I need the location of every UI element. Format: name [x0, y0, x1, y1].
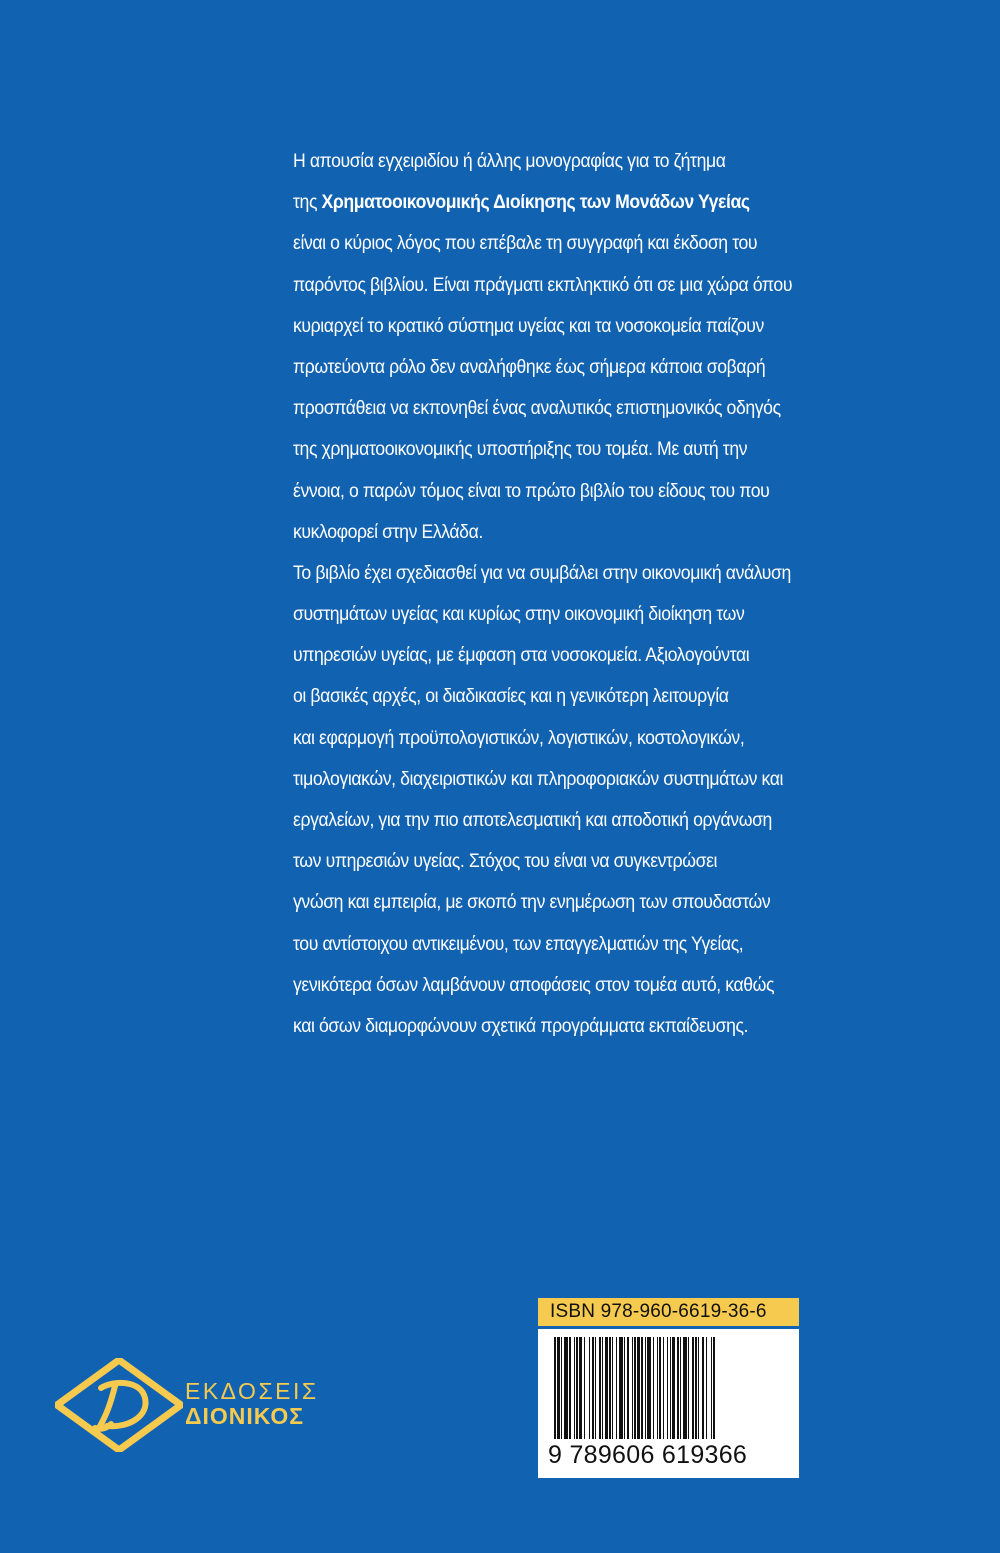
barcode-bar — [574, 1337, 575, 1439]
barcode-bar — [569, 1337, 571, 1439]
barcode-bar — [672, 1337, 675, 1439]
blurb-line — [293, 800, 797, 841]
barcode-bar — [698, 1337, 699, 1439]
blurb-bold-phrase: Χρηματοοικονομικής Διοίκησης των Μονάδων Υγείας — [321, 191, 750, 214]
barcode-bar — [657, 1337, 658, 1439]
barcode-bar — [576, 1337, 578, 1439]
barcode-bar — [634, 1337, 636, 1439]
blurb-line — [293, 306, 797, 347]
publisher-logo — [55, 1358, 319, 1458]
blurb-line — [293, 594, 797, 635]
barcode-bar — [599, 1337, 601, 1439]
barcode-bar — [616, 1337, 617, 1439]
barcode-bar — [688, 1337, 689, 1439]
barcode-bar — [557, 1337, 560, 1439]
barcode-bar — [695, 1337, 697, 1439]
blurb-line — [293, 182, 797, 223]
blurb-text — [293, 141, 797, 1047]
barcode-bar — [619, 1337, 623, 1439]
barcode-bar — [637, 1337, 640, 1439]
blurb-text-segment: υπηρεσιών υγείας, με έμφαση στα νοσοκομεία. Αξιολογούνται — [293, 644, 750, 667]
blurb-text-segment: Η απουσία εγχειριδίου ή άλλης μονογραφίας για το ζήτημα — [293, 150, 726, 172]
publisher-label-line1: ΕΚΔΟΣΕΙΣ — [185, 1378, 319, 1404]
blurb-line — [293, 841, 797, 882]
blurb-text-segment: γενικότερα όσων λαμβάνουν αποφάσεις στον τομέα αυτό, καθώς — [293, 973, 775, 996]
blurb-text-segment: παρόντος βιβλίου. Είναι πράγματι εκπληκτικό ότι σε μια χώρα όπου — [293, 273, 793, 296]
blurb-text-segment: έννοια, ο παρών τόμος είναι το πρώτο βιβλίο του είδους του που — [293, 479, 770, 502]
barcode-bar — [659, 1337, 661, 1439]
blurb-text-segment: είναι ο κύριος λόγος που επέβαλε τη συγγραφή και έκδοση του — [293, 232, 758, 255]
blurb-text-segment: κυκλοφορεί στην Ελλάδα. — [293, 520, 483, 543]
blurb-text-segment: και εφαρμογή προϋπολογιστικών, λογιστικών, κοστολογικών, — [293, 726, 745, 749]
blurb-line — [293, 635, 797, 676]
barcode-bar — [579, 1337, 582, 1439]
blurb-text-segment: συστημάτων υγείας και κυρίως στην οικονομική διοίκηση των — [293, 603, 745, 626]
blurb-line — [293, 512, 797, 553]
blurb-line — [293, 553, 797, 594]
blurb-text-segment: εργαλείων, για την πιο αποτελεσματική και αποδοτική οργάνωση — [293, 809, 772, 831]
blurb-line — [293, 1006, 797, 1047]
barcode-bar — [602, 1337, 603, 1439]
blurb-line — [293, 429, 797, 470]
blurb-text-segment: κυριαρχεί το κρατικό σύστημα υγείας και τα νοσοκομεία παίζουν — [293, 314, 764, 337]
barcode-bar — [609, 1337, 611, 1439]
blurb-text-segment: τιμολογιακών, διαχειριστικών και πληροφοριακών συστημάτων και — [293, 767, 784, 790]
barcode-bar — [592, 1337, 594, 1439]
barcode-bar — [702, 1337, 704, 1439]
blurb-text-segment: της χρηματοοικονομικής υποστήριξης του τομέα. Με αυτή την — [293, 438, 748, 461]
blurb-text-segment: προσπάθεια να εκπονηθεί ένας αναλυτικός επιστημονικός οδηγός — [293, 397, 781, 420]
publisher-diamond-logo-icon — [55, 1358, 183, 1452]
blurb-line — [293, 223, 797, 264]
barcode-bar — [711, 1337, 712, 1439]
barcode-bar — [667, 1337, 668, 1439]
blurb-line — [293, 471, 797, 512]
barcode-bar — [670, 1337, 671, 1439]
barcode-bar — [641, 1337, 643, 1439]
blurb-text-segment: Το βιβλίο έχει σχεδιασθεί για να συμβάλει στην οικονομική ανάλυση — [293, 561, 791, 584]
blurb-line — [293, 718, 797, 759]
blurb-line — [293, 141, 797, 182]
barcode-bar — [589, 1337, 590, 1439]
blurb-text-segment: οι βασικές αρχές, οι διαδικασίες και η γενικότερη λειτουργία — [293, 685, 729, 708]
barcode-bar — [706, 1337, 707, 1439]
publisher-name: ΔΙΟΝΙΚΟΣ — [185, 1403, 305, 1429]
blurb-text-segment: της — [293, 191, 322, 214]
barcode-bar — [713, 1337, 715, 1439]
barcode-bar — [595, 1337, 596, 1439]
barcode-bar — [612, 1337, 613, 1439]
blurb-text-segment: πρωτεύοντα ρόλο δεν αναλήφθηκε έως σήμερα κάποια σοβαρή — [293, 355, 766, 378]
blurb-line — [293, 347, 797, 388]
isbn-label: ISBN 978-960-6619-36-6 — [538, 1298, 799, 1326]
blurb-line — [293, 924, 797, 965]
barcode-bar — [584, 1337, 585, 1439]
barcode-bar — [605, 1337, 608, 1439]
barcode-bar — [554, 1337, 556, 1439]
blurb-line — [293, 882, 797, 923]
blurb-text-segment: γνώση και εμπειρία, με σκοπό την ενημέρωση των σπουδαστών — [293, 891, 771, 914]
blurb-line — [293, 759, 797, 800]
barcode-bar — [653, 1337, 654, 1439]
barcode — [538, 1329, 799, 1478]
barcode-bar — [561, 1337, 562, 1439]
barcode-bar — [624, 1337, 625, 1439]
blurb-text-segment: των υπηρεσιών υγείας. Στόχος του είναι να συγκεντρώσει — [293, 850, 718, 873]
barcode-bar — [647, 1337, 651, 1439]
barcode-bar — [677, 1337, 679, 1439]
blurb-line — [293, 676, 797, 717]
barcode-bar — [627, 1337, 629, 1439]
blurb-line — [293, 265, 797, 306]
barcode-bar — [632, 1337, 633, 1439]
blurb-text-segment: του αντίστοιχου αντικειμένου, των επαγγελματιών της Υγείας, — [293, 932, 744, 955]
barcode-bar — [645, 1337, 646, 1439]
barcode-bar — [663, 1337, 664, 1439]
barcode-bar — [680, 1337, 681, 1439]
blurb-line — [293, 388, 797, 429]
barcode-bar — [692, 1337, 694, 1439]
blurb-line — [293, 965, 797, 1006]
barcode-bar — [564, 1337, 568, 1439]
blurb-text-segment: και όσων διαμορφώνουν σχετικά προγράμματα εκπαίδευσης. — [293, 1014, 749, 1037]
barcode-bar — [683, 1337, 687, 1439]
barcode-digits: 9 789606 619366 — [548, 1441, 748, 1469]
